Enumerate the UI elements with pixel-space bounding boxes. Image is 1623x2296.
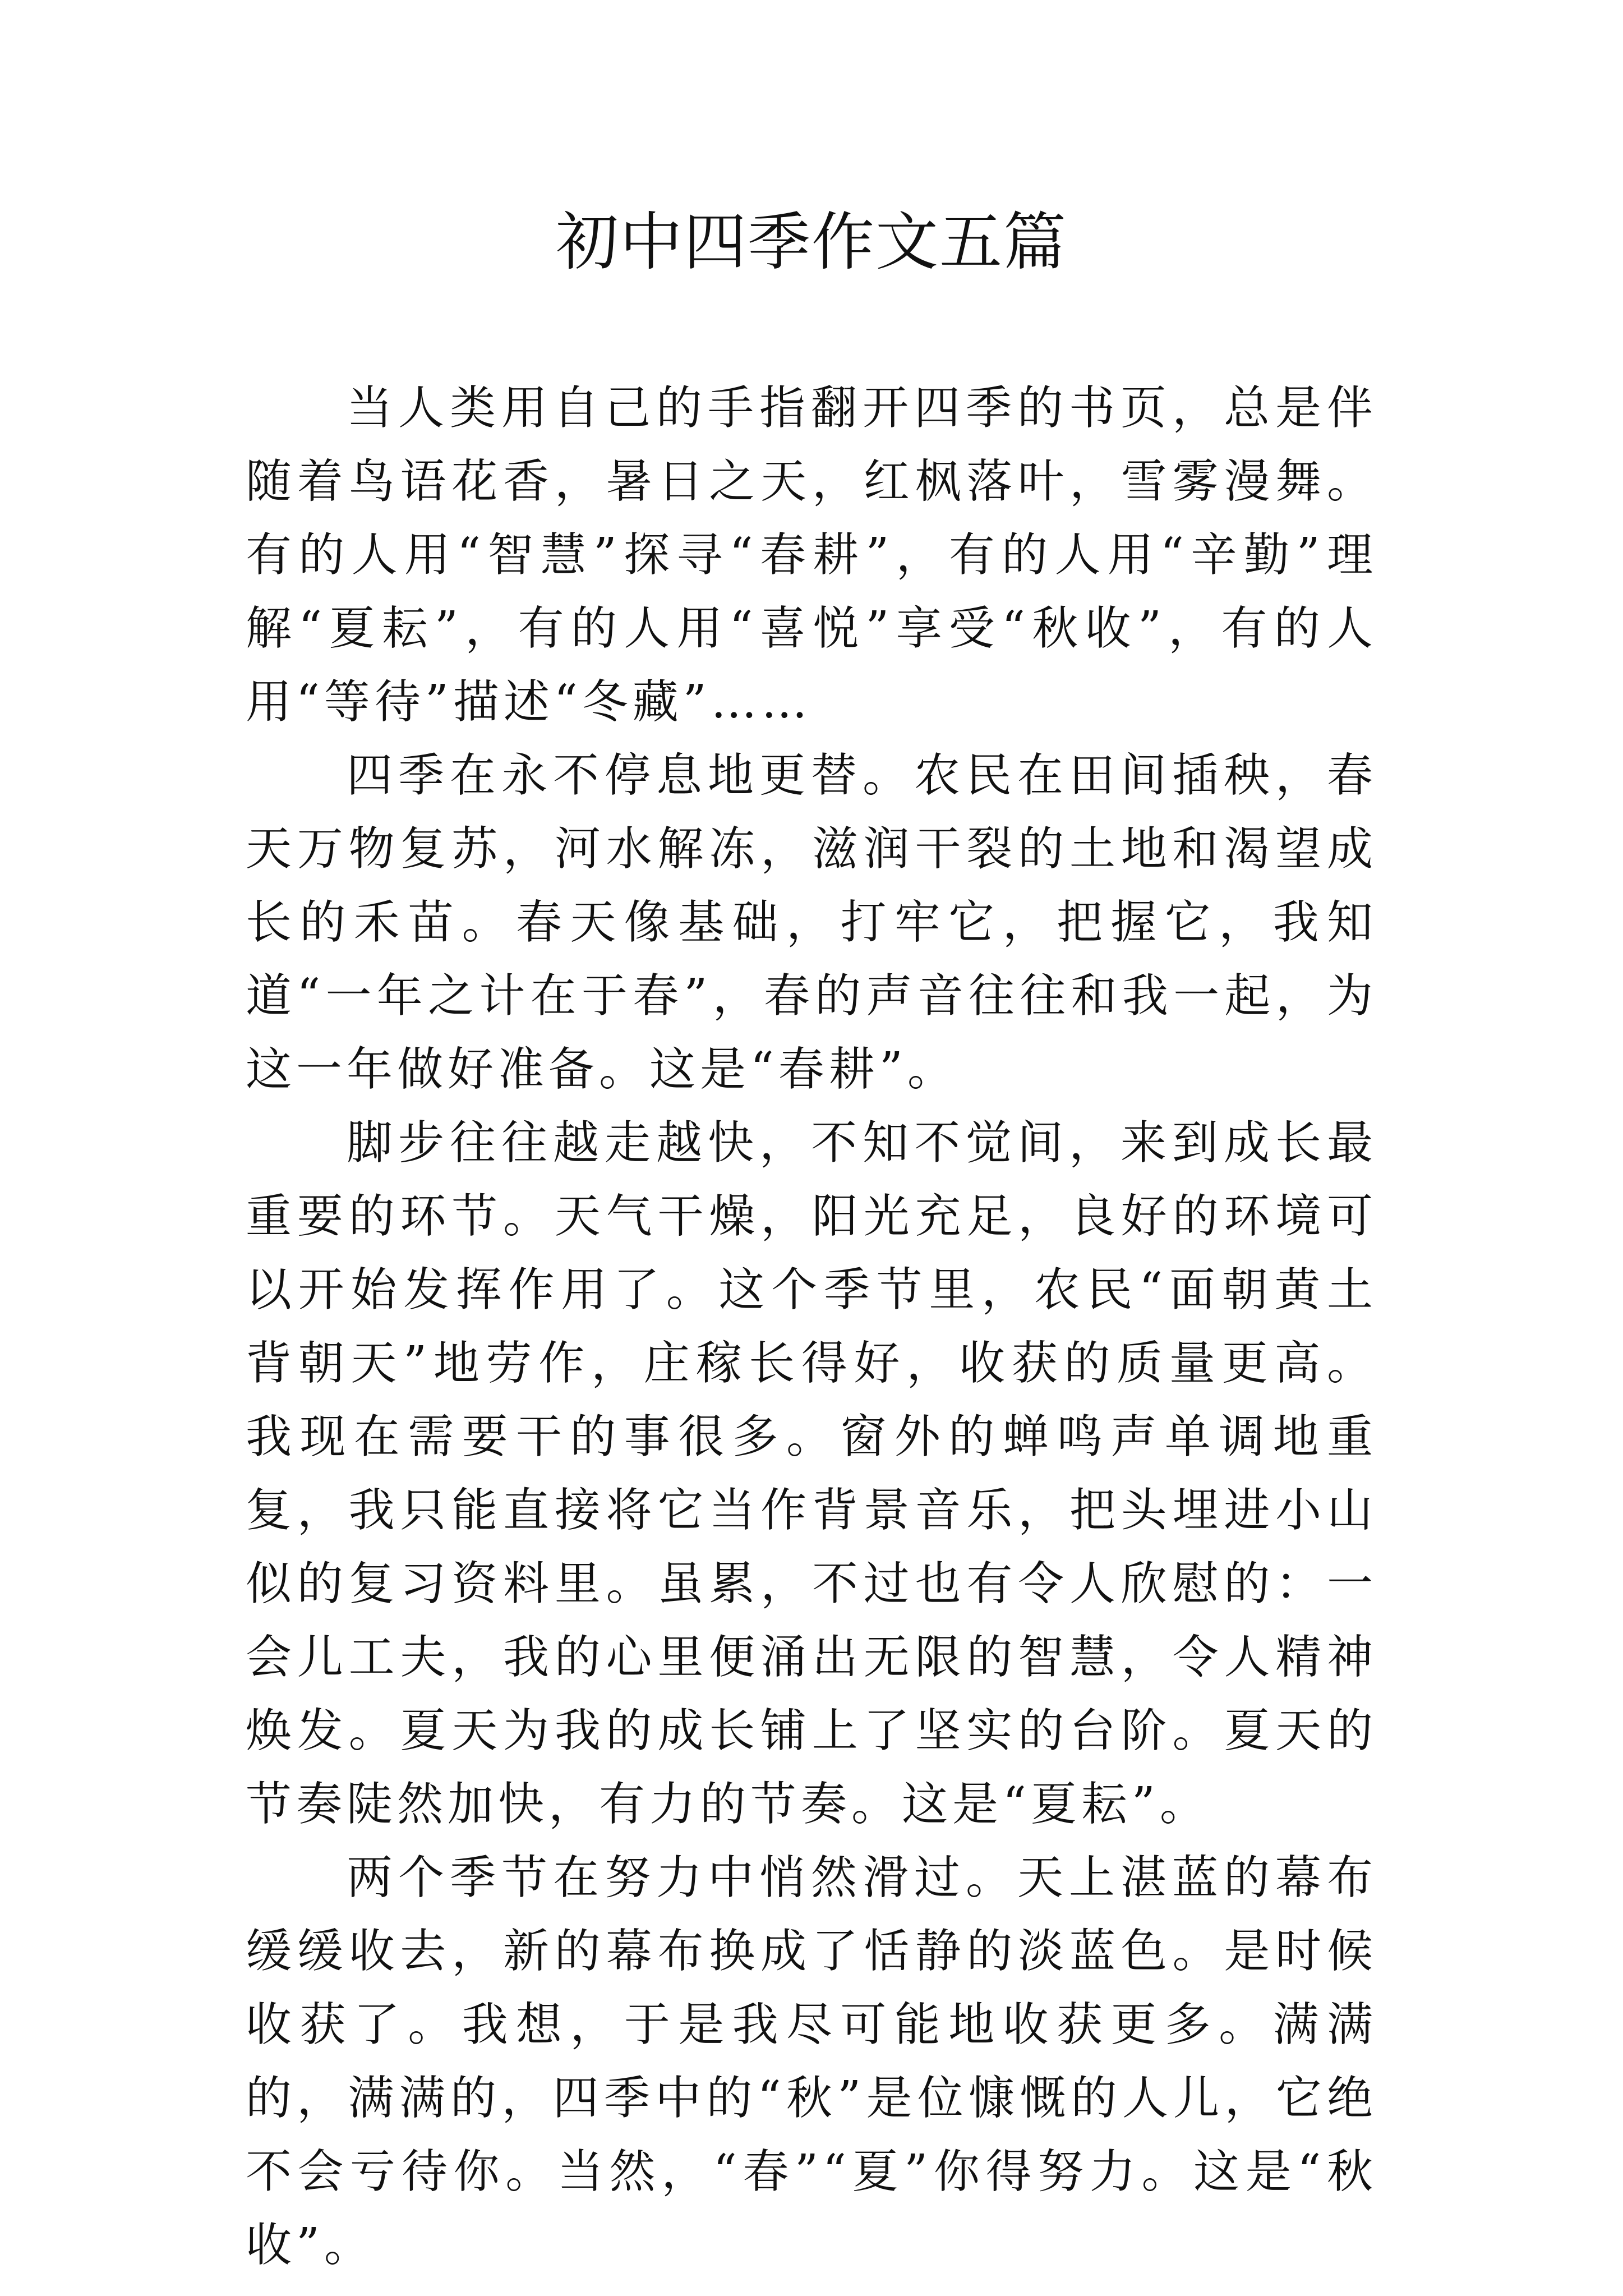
paragraph-intro: 当人类用自己的手指翻开四季的书页，总是伴随着鸟语花香，暑日之天，红枫落叶，雪雾漫舞。有的人用“智慧”探寻“春耕”，有的人用“辛勤”理解“夏耘”，有的人用“喜悦”享受“秋收”，有的人用“等待”描述“冬藏”…… (246, 381, 1377, 729)
document-body (246, 371, 1377, 2282)
document-title: 初中四季作文五篇 (556, 206, 1067, 279)
paragraph-spring: 四季在永不停息地更替。农民在田间插秧，春天万物复苏，河水解冻，滋润干裂的土地和渴望成长的禾苗。春天像基础，打牢它，把握它，我知道“一年之计在于春”，春的声音往往和我一起，为这一年做好准备。这是“春耕”。 (246, 749, 1377, 1096)
paragraph-autumn: 两个季节在努力中悄然滑过。天上湛蓝的幕布缓缓收去，新的幕布换成了恬静的淡蓝色。是时候收获了。我想，于是我尽可能地收获更多。满满的，满满的，四季中的“秋”是位慷慨的人儿，它绝不会亏待你。当然，“春”“夏”你得努力。这是“秋收”。 (246, 1851, 1377, 2272)
paragraph-summer: 脚步往往越走越快，不知不觉间，来到成长最重要的环节。天气干燥，阳光充足，良好的环境可以开始发挥作用了。这个季节里，农民“面朝黄土背朝天”地劳作，庄稼长得好，收获的质量更高。我现在需要干的事很多。窗外的蝉鸣声单调地重复，我只能直接将它当作背景音乐，把头埋进小山似的复习资料里。虽累，不过也有令人欣慰的：一会儿工夫，我的心里便涌出无限的智慧，令人精神焕发。夏天为我的成长铺上了坚实的台阶。夏天的节奏陡然加快，有力的节奏。这是“夏耘”。 (246, 1116, 1377, 1831)
